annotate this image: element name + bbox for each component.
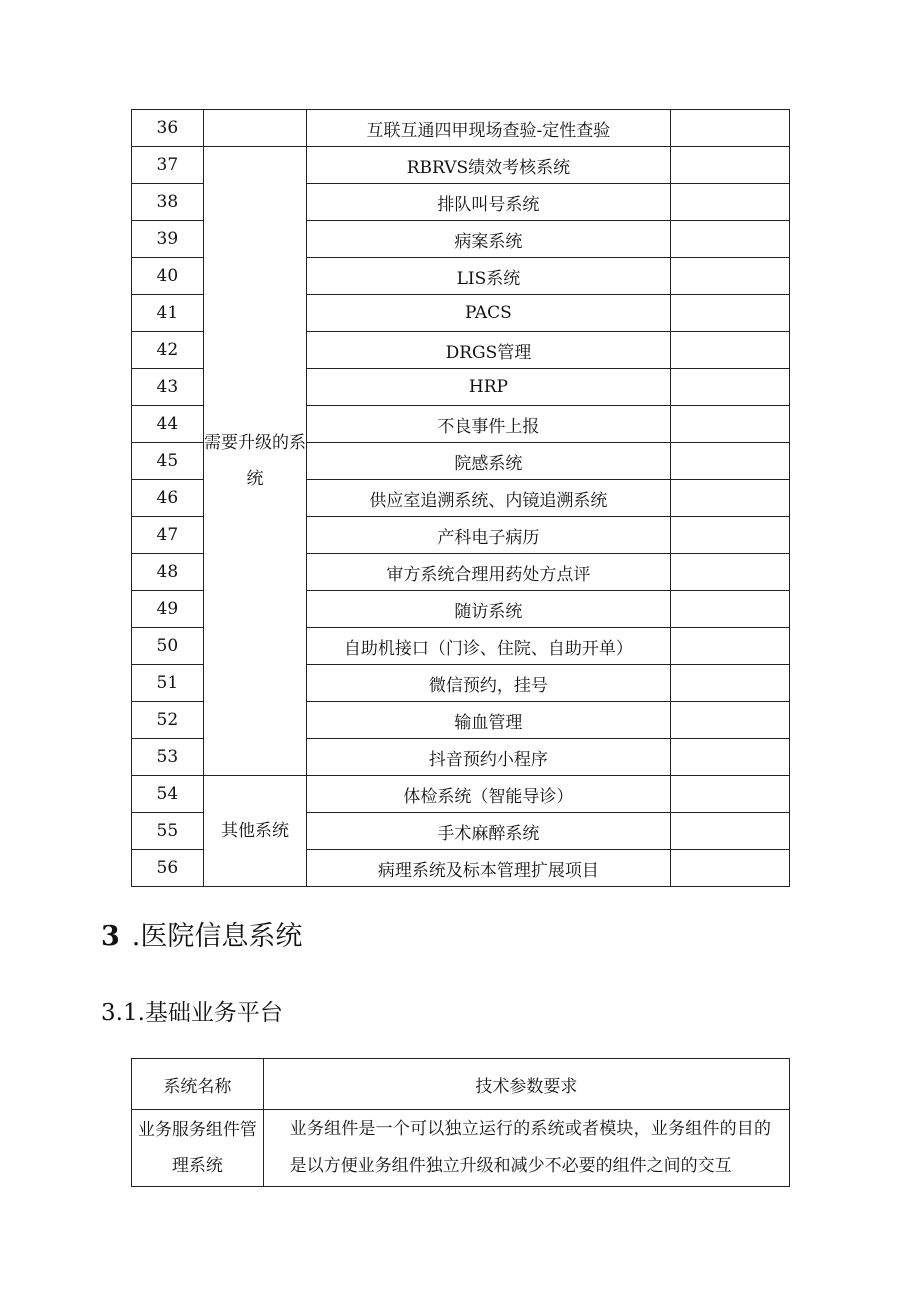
system-name: 抖音预约小程序 xyxy=(307,739,670,776)
empty-cell xyxy=(670,850,789,887)
system-name: 不良事件上报 xyxy=(307,406,670,443)
empty-cell xyxy=(670,665,789,702)
empty-cell xyxy=(670,110,789,147)
system-name: 病理系统及标本管理扩展项目 xyxy=(307,850,670,887)
row-number: 41 xyxy=(132,295,204,332)
systems-table xyxy=(131,109,790,887)
empty-cell xyxy=(670,702,789,739)
row-number: 56 xyxy=(132,850,204,887)
category-other: 其他系统 xyxy=(203,776,307,887)
system-name: 产科电子病历 xyxy=(307,517,670,554)
section-number: 3 xyxy=(101,921,120,952)
empty-cell xyxy=(670,443,789,480)
empty-cell xyxy=(670,628,789,665)
row-number: 45 xyxy=(132,443,204,480)
system-name: 排队叫号系统 xyxy=(307,184,670,221)
row-number: 50 xyxy=(132,628,204,665)
table-row xyxy=(132,776,790,813)
empty-cell xyxy=(670,517,789,554)
row-number: 46 xyxy=(132,480,204,517)
empty-cell xyxy=(670,295,789,332)
empty-cell xyxy=(670,776,789,813)
row-number: 36 xyxy=(132,110,204,147)
system-name: PACS xyxy=(307,295,670,332)
empty-cell xyxy=(670,480,789,517)
empty-cell xyxy=(670,221,789,258)
row-number: 52 xyxy=(132,702,204,739)
system-name: 病案系统 xyxy=(307,221,670,258)
row-number: 42 xyxy=(132,332,204,369)
empty-cell xyxy=(670,369,789,406)
row-number: 40 xyxy=(132,258,204,295)
row-number: 51 xyxy=(132,665,204,702)
empty-cell xyxy=(670,184,789,221)
table-header-row xyxy=(132,1059,790,1110)
empty-cell xyxy=(670,258,789,295)
system-name: LIS系统 xyxy=(307,258,670,295)
row-number: 53 xyxy=(132,739,204,776)
system-name: 微信预约，挂号 xyxy=(307,665,670,702)
system-name: 互联互通四甲现场查验-定性查验 xyxy=(307,110,670,147)
row-number: 43 xyxy=(132,369,204,406)
empty-cell xyxy=(670,147,789,184)
empty-cell xyxy=(670,813,789,850)
tech-params-cell: 业务组件是一个可以独立运行的系统或者模块，业务组件的目的是以方便业务组件独立升级和减少不必要的组件之间的交互 xyxy=(263,1110,789,1187)
system-name: 体检系统（智能导诊） xyxy=(307,776,670,813)
header-tech-params: 技术参数要求 xyxy=(263,1059,789,1110)
empty-cell xyxy=(670,591,789,628)
system-name-cell: 业务服务组件管理系统 xyxy=(132,1110,264,1187)
header-system-name: 系统名称 xyxy=(132,1059,264,1110)
row-number: 48 xyxy=(132,554,204,591)
table-row xyxy=(132,110,790,147)
row-number: 55 xyxy=(132,813,204,850)
empty-cell xyxy=(670,554,789,591)
system-name: DRGS管理 xyxy=(307,332,670,369)
row-number: 54 xyxy=(132,776,204,813)
category-cell-empty xyxy=(203,110,307,147)
table-row xyxy=(132,1110,790,1187)
system-name: RBRVS绩效考核系统 xyxy=(307,147,670,184)
empty-cell xyxy=(670,406,789,443)
system-name: 供应室追溯系统、内镜追溯系统 xyxy=(307,480,670,517)
empty-cell xyxy=(670,332,789,369)
subsection-heading: 3.1.基础业务平台 xyxy=(101,1000,283,1026)
section-heading xyxy=(101,914,302,953)
system-name: 输血管理 xyxy=(307,702,670,739)
platform-table xyxy=(131,1058,790,1187)
category-upgrade: 需要升级的系统 xyxy=(203,147,307,776)
system-name: 手术麻醉系统 xyxy=(307,813,670,850)
empty-cell xyxy=(670,739,789,776)
row-number: 44 xyxy=(132,406,204,443)
system-name: 审方系统合理用药处方点评 xyxy=(307,554,670,591)
system-name: 自助机接口（门诊、住院、自助开单） xyxy=(307,628,670,665)
system-name: 院感系统 xyxy=(307,443,670,480)
row-number: 39 xyxy=(132,221,204,258)
row-number: 47 xyxy=(132,517,204,554)
row-number: 37 xyxy=(132,147,204,184)
row-number: 38 xyxy=(132,184,204,221)
table-row xyxy=(132,147,790,184)
row-number: 49 xyxy=(132,591,204,628)
section-title: .医院信息系统 xyxy=(131,921,303,952)
system-name: HRP xyxy=(307,369,670,406)
system-name: 随访系统 xyxy=(307,591,670,628)
